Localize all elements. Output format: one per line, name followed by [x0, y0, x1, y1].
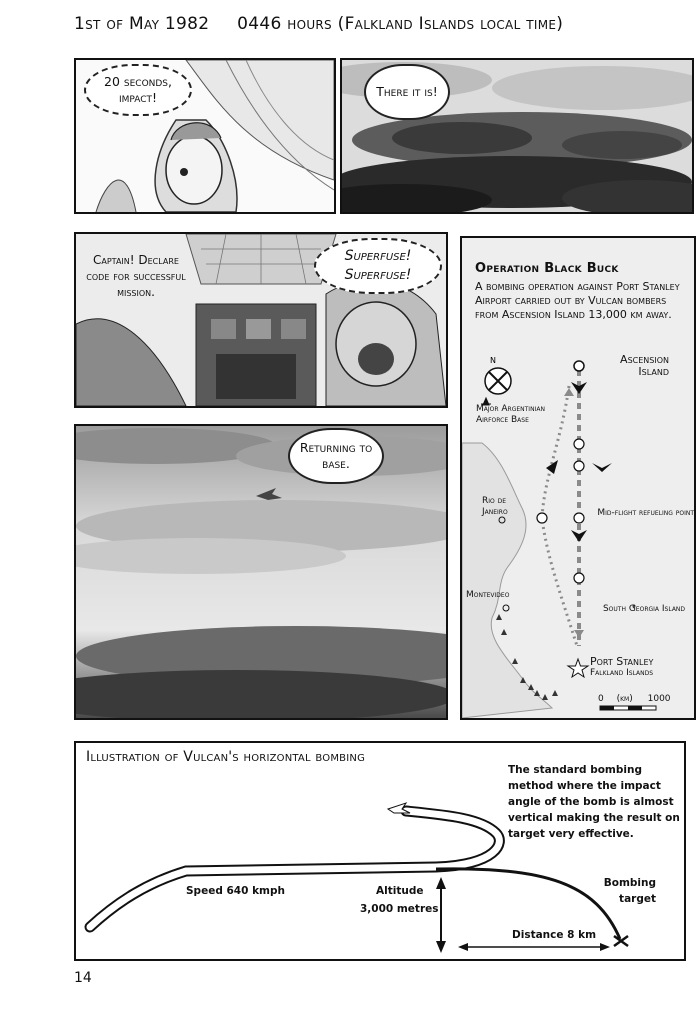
panel-2: [340, 58, 694, 214]
panel-3-shout: Superfuse! Superfuse!: [344, 248, 412, 283]
panel-3-shout-bubble: [314, 238, 442, 294]
label-ascension: Ascension Island: [620, 353, 669, 378]
ascension-marker: [574, 361, 584, 371]
panel-3-caption-text: Captain! Declare code for successful mission.: [86, 253, 186, 299]
label-falkland: Falkland Islands: [590, 668, 654, 678]
diagram-note: The standard bombing method where the impact angle of the bomb is almost vertical making the result on target very effective.: [508, 764, 680, 840]
label-port-stanley: Port Stanley: [590, 655, 654, 668]
diagram-title: Illustration of Vulcan's horizontal bombing: [86, 749, 366, 765]
distance-label: Distance 8 km: [512, 929, 597, 941]
label-montevideo: Montevideo: [466, 590, 510, 600]
header-date: 1st of May 1982: [74, 14, 210, 34]
panel-4-speech-bubble: [288, 428, 384, 484]
panel-1: [74, 58, 336, 214]
montevideo-marker: [503, 605, 509, 611]
panel-2-speech-bubble: [364, 64, 450, 120]
panel-4-speech: Returning to base.: [299, 440, 373, 471]
scale-start: 0: [598, 694, 604, 704]
panel-1-speech-bubble: [84, 64, 192, 116]
map-panel: [460, 236, 696, 720]
panel-1-speech: 20 seconds, impact!: [104, 74, 172, 105]
scale-end: 1000: [647, 694, 671, 704]
bombing-diagram-panel: [74, 741, 686, 961]
compass-icon: [485, 356, 511, 394]
label-refueling: Mid-flight refueling point: [597, 508, 694, 518]
target-icon: [614, 936, 628, 946]
page-header: [74, 14, 634, 44]
speed-label: Speed 640 kmph: [186, 885, 285, 897]
bombing-target-label: Bombing target: [603, 877, 656, 905]
panel-3: [74, 232, 448, 408]
scale-bar: [600, 706, 656, 710]
panel-4-sky-art: [76, 426, 446, 718]
altitude-label: Altitude: [376, 885, 424, 897]
panel-4: [74, 424, 448, 720]
panel-2-speech: There it is!: [376, 84, 438, 99]
compass-label: N: [490, 356, 496, 365]
label-rio: Rio de Janeiro: [482, 496, 508, 517]
map-description: A bombing operation against Port Stanley Airport carried out by Vulcan bombers from Ascension Island 13,000 km away.: [475, 280, 680, 321]
port-stanley-star-icon: [568, 659, 588, 677]
altitude-value: 3,000 metres: [360, 903, 439, 915]
scale-label: [598, 694, 696, 705]
label-south-georgia: South Georgia Island: [602, 604, 686, 614]
scale-unit: (km): [616, 694, 633, 704]
page-number: 14: [74, 970, 92, 986]
header-time: 0446 hours (Falkland Islands local time): [237, 14, 564, 34]
map-title: Operation Black Buck: [475, 261, 619, 276]
label-argentinian-base: Major Argentinian Airforce Base: [476, 404, 545, 425]
